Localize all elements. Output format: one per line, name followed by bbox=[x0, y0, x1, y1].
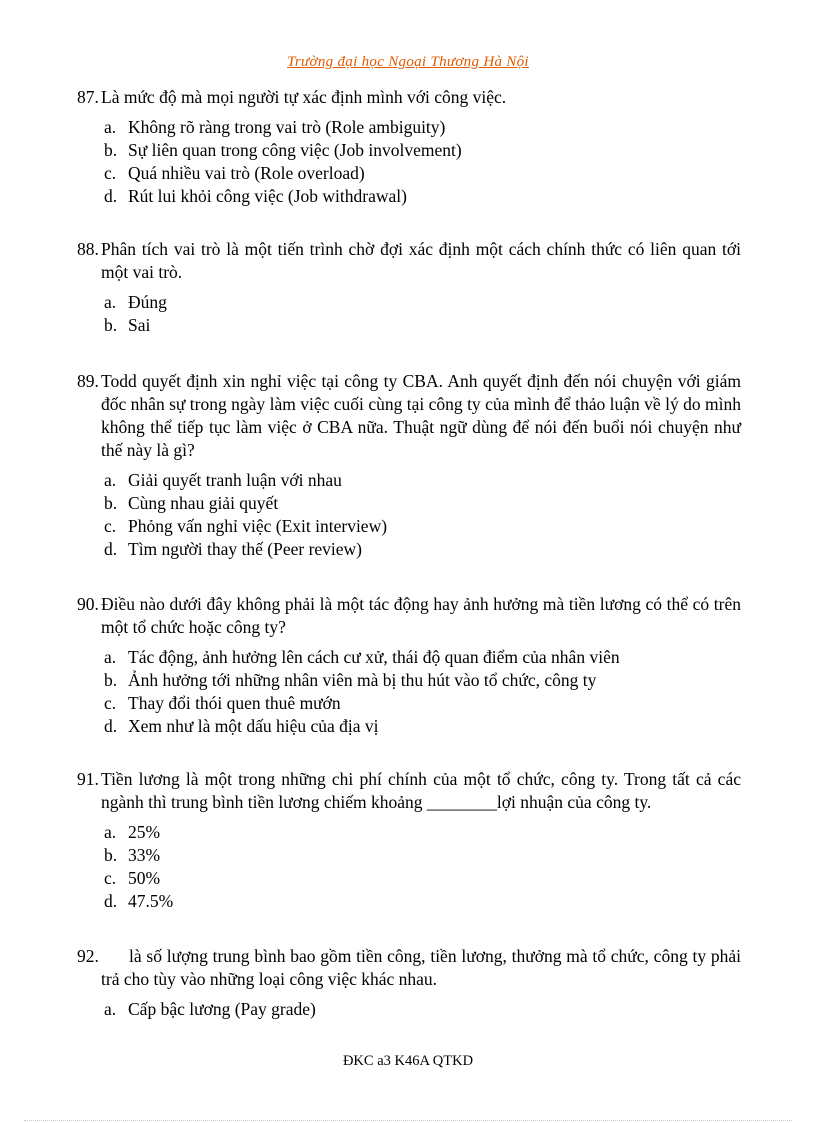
option-text: 47.5% bbox=[128, 891, 174, 911]
option-letter: b. bbox=[104, 315, 118, 335]
option-list bbox=[77, 291, 741, 337]
option-text: Thay đổi thói quen thuê mướn bbox=[128, 693, 341, 713]
question-87 bbox=[77, 86, 741, 208]
option-b bbox=[104, 492, 741, 515]
option-letter: d. bbox=[104, 716, 118, 736]
option-letter: b. bbox=[104, 493, 118, 513]
option-c bbox=[104, 867, 741, 890]
question-number: 87. bbox=[77, 87, 99, 107]
question-90 bbox=[77, 593, 741, 738]
option-text: Đúng bbox=[128, 292, 167, 312]
option-text: 50% bbox=[128, 868, 161, 888]
page-divider bbox=[24, 1120, 792, 1121]
option-a bbox=[104, 291, 741, 314]
option-list bbox=[77, 998, 741, 1021]
question-number: 89. bbox=[77, 371, 99, 391]
question-89 bbox=[77, 370, 741, 561]
question-88 bbox=[77, 238, 741, 337]
option-a bbox=[104, 998, 741, 1021]
option-text: Quá nhiều vai trò (Role overload) bbox=[128, 163, 365, 183]
question-text: Todd quyết định xin nghỉ việc tại công ty CBA. Anh quyết định đến nói chuyện với giám đốc nhân sự trong ngày làm việc cuối cùng tại công ty của mình để thảo luận về lý do mình không thể tiếp tục làm việc ở CBA nữa. Thuật ngữ dùng để nói đến buổi nói chuyện như thế này là gì? bbox=[101, 371, 741, 460]
option-letter: d. bbox=[104, 891, 118, 911]
option-letter: b. bbox=[104, 670, 118, 690]
option-letter: b. bbox=[104, 845, 118, 865]
option-c bbox=[104, 162, 741, 185]
option-text: Không rõ ràng trong vai trò (Role ambiguity) bbox=[128, 117, 446, 137]
option-d bbox=[104, 185, 741, 208]
option-a bbox=[104, 821, 741, 844]
option-a bbox=[104, 116, 741, 139]
option-a bbox=[104, 469, 741, 492]
option-letter: a. bbox=[104, 822, 117, 842]
option-letter: a. bbox=[104, 292, 117, 312]
option-text: Rút lui khỏi công việc (Job withdrawal) bbox=[128, 186, 407, 206]
option-text: Cấp bậc lương (Pay grade) bbox=[128, 999, 316, 1019]
option-letter: c. bbox=[104, 693, 117, 713]
page-header: Trường đại học Ngoại Thương Hà Nội bbox=[287, 54, 529, 70]
option-text: Tác động, ảnh hưởng lên cách cư xử, thái độ quan điểm của nhân viên bbox=[128, 647, 620, 667]
option-text: Tìm người thay thế (Peer review) bbox=[128, 539, 363, 559]
option-letter: d. bbox=[104, 186, 118, 206]
question-text: Là mức độ mà mọi người tự xác định mình với công việc. bbox=[101, 87, 507, 107]
option-list bbox=[77, 646, 741, 738]
question-text: Tiền lương là một trong những chi phí chính của một tổ chức, công ty. Trong tất cả các ngành thì trung bình tiền lương chiếm khoảng ________lợi nhuận của công ty. bbox=[101, 769, 741, 812]
option-text: 25% bbox=[128, 822, 161, 842]
option-letter: b. bbox=[104, 140, 118, 160]
option-text: Giải quyết tranh luận với nhau bbox=[128, 470, 342, 490]
option-d bbox=[104, 538, 741, 561]
option-letter: c. bbox=[104, 163, 117, 183]
option-text: Ảnh hưởng tới những nhân viên mà bị thu hút vào tổ chức, công ty bbox=[128, 670, 597, 690]
page-footer: ĐKC a3 K46A QTKD bbox=[342, 1053, 474, 1069]
option-letter: a. bbox=[104, 647, 117, 667]
option-list bbox=[77, 821, 741, 913]
option-text: Cùng nhau giải quyết bbox=[128, 493, 279, 513]
option-list bbox=[77, 116, 741, 208]
option-letter: a. bbox=[104, 470, 117, 490]
option-a bbox=[104, 646, 741, 669]
option-letter: c. bbox=[104, 868, 117, 888]
option-b bbox=[104, 314, 741, 337]
question-text: Điều nào dưới đây không phải là một tác động hay ảnh hưởng mà tiền lương có thể có trên một tổ chức hoặc công ty? bbox=[101, 594, 741, 637]
question-92 bbox=[77, 945, 741, 1021]
question-number: 88. bbox=[77, 239, 99, 259]
question-number: 90. bbox=[77, 594, 99, 614]
option-letter: a. bbox=[104, 117, 117, 137]
option-letter: d. bbox=[104, 539, 118, 559]
option-text: Phỏng vấn nghỉ việc (Exit interview) bbox=[128, 516, 388, 536]
question-number: 92. bbox=[77, 946, 99, 966]
option-text: 33% bbox=[128, 845, 161, 865]
option-c bbox=[104, 692, 741, 715]
question-91 bbox=[77, 768, 741, 913]
question-text: là số lượng trung bình bao gồm tiền công, tiền lương, thưởng mà tổ chức, công ty phải trả cho tùy vào những loại công việc khác nhau. bbox=[101, 946, 741, 989]
option-list bbox=[77, 469, 741, 561]
option-d bbox=[104, 890, 741, 913]
question-text: Phân tích vai trò là một tiến trình chờ đợi xác định một cách chính thức có liên quan tới một vai trò. bbox=[101, 239, 741, 282]
option-c bbox=[104, 515, 741, 538]
option-text: Sự liên quan trong công việc (Job involvement) bbox=[128, 140, 462, 160]
option-b bbox=[104, 844, 741, 867]
option-b bbox=[104, 139, 741, 162]
option-b bbox=[104, 669, 741, 692]
option-text: Sai bbox=[128, 315, 151, 335]
option-text: Xem như là một dấu hiệu của địa vị bbox=[128, 716, 379, 736]
question-number: 91. bbox=[77, 769, 99, 789]
option-letter: a. bbox=[104, 999, 117, 1019]
option-d bbox=[104, 715, 741, 738]
option-letter: c. bbox=[104, 516, 117, 536]
